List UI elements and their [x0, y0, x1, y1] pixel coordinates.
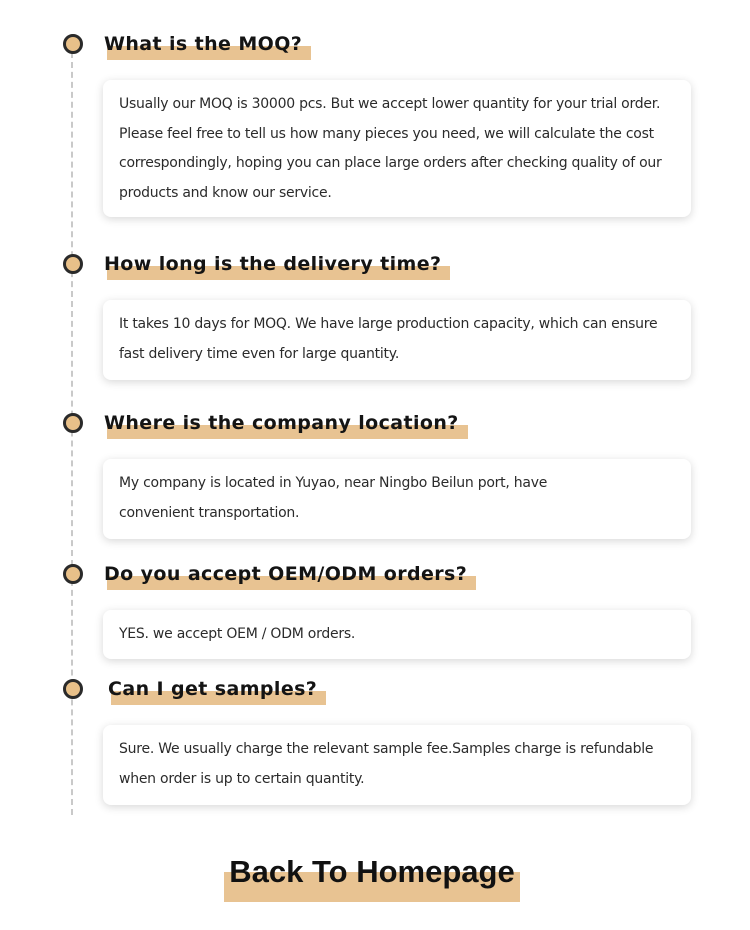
faq-question-wrap	[104, 33, 302, 55]
answer-line: It takes 10 days for MOQ. We have large production capacity, which can ensure	[119, 316, 658, 332]
faq-answer-card	[103, 725, 691, 805]
answer-line: correspondingly, hoping you can place large orders after checking quality of our	[119, 155, 662, 171]
timeline-dot	[63, 413, 83, 433]
faq-answer-card	[103, 459, 691, 539]
faq-question-wrap	[104, 253, 441, 275]
back-to-homepage-block	[224, 852, 520, 902]
timeline-dashed-line	[71, 52, 73, 815]
faq-answer-card	[103, 300, 691, 380]
faq-answer-card	[103, 80, 691, 217]
answer-line: products and know our service.	[119, 184, 332, 201]
timeline-dot	[63, 34, 83, 54]
answer-line: fast delivery time even for large quantity.	[119, 345, 400, 362]
timeline-dot	[63, 254, 83, 274]
faq-question-wrap	[108, 678, 317, 700]
answer-line: Sure. We usually charge the relevant sample fee.Samples charge is refundable	[119, 741, 654, 757]
faq-question: How long is the delivery time?	[104, 253, 442, 275]
timeline-dot	[63, 679, 83, 699]
answer-line: convenient transportation.	[119, 504, 300, 521]
answer-line: YES. we accept OEM / ODM orders.	[119, 626, 356, 642]
faq-question: Where is the company location?	[104, 412, 459, 434]
answer-line: Please feel free to tell us how many pieces you need, we will calculate the cost	[119, 125, 654, 142]
faq-question: What is the MOQ?	[104, 33, 303, 55]
faq-answer-card	[103, 610, 691, 659]
faq-question-wrap	[104, 563, 467, 585]
answer-line: My company is located in Yuyao, near Ningbo Beilun port, have	[119, 475, 548, 491]
timeline-dot	[63, 564, 83, 584]
faq-question-wrap	[104, 412, 459, 434]
answer-line: Usually our MOQ is 30000 pcs. But we accept lower quantity for your trial order.	[119, 96, 661, 112]
faq-question: Do you accept OEM/ODM orders?	[104, 563, 468, 585]
faq-question: Can I get samples?	[108, 678, 318, 700]
back-to-homepage-link[interactable]: Back To Homepage	[229, 854, 515, 889]
answer-line: when order is up to certain quantity.	[119, 770, 365, 787]
